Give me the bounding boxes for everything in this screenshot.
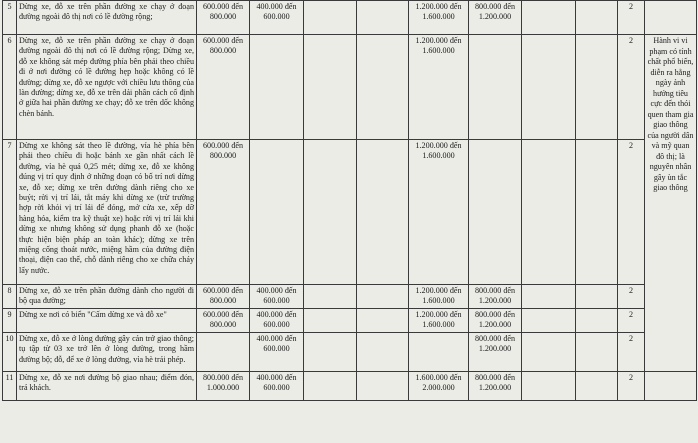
fine-proposed-motorbike <box>469 140 522 285</box>
row-number: 5 <box>3 1 17 35</box>
fine-current-motorbike-line: 600.000 <box>263 296 290 306</box>
fine-current-motorbike-line: 400.000 đến <box>256 286 297 295</box>
empty-cell <box>576 35 618 140</box>
violation-description: Dừng xe không sát theo lề đường, vỉa hè phía bên phải theo chiều đi hoặc bánh xe gần nhất cách lề đường, vỉa hè quá 0,25 mét; dừng xe, đỗ xe không đúng vị trí quy định ở những đoạn có bố trí nơi dừng xe, đỗ xe; dừng xe trên đường dành riêng cho xe buýt; rời vị trí lái, tắt máy khi dừng xe (trừ trường hợp rời khỏi vị trí lái để đóng, mở cửa xe, xếp dỡ hàng hóa, kiểm tra kỹ thuật xe) hoặc rời vị trí lái khi dừng xe nhưng không sử dụng phanh đỗ xe (hoặc thực hiện biện pháp an toàn khác); dừng xe trên miệng cống thoát nước, miệng hầm của đường điện thoại, điện cao thế, chỗ dành riêng cho xe chữa cháy lấy nước. <box>17 140 197 285</box>
fine-proposed-motorbike <box>469 309 522 333</box>
penalty-table <box>2 0 697 401</box>
table-row <box>3 35 697 140</box>
fine-current-individual-line: 800.000 <box>209 296 237 306</box>
fine-current-motorbike-line: 600.000 <box>263 383 290 393</box>
fine-proposed-individual-line: 1.200.000 đến <box>415 141 462 150</box>
empty-cell <box>304 140 357 285</box>
fine-proposed-motorbike <box>469 285 522 309</box>
fine-proposed-individual-line: 1.200.000 đến <box>415 286 462 295</box>
level-value: 2 <box>618 332 645 371</box>
fine-current-individual-line: 600.000 đến <box>202 141 243 150</box>
row-number: 8 <box>3 285 17 309</box>
fine-proposed-individual-line: 1.600.000 <box>422 151 455 161</box>
fine-proposed-individual <box>409 371 469 400</box>
empty-cell <box>576 1 618 35</box>
rationale-note: Hành vi vi phạm có tính chất phổ biến, diễn ra hằng ngày ảnh hưởng tiêu cực đến thói quen tham gia giao thông của người dân và mỹ quan đô thị; là nguyên nhân gây ùn tắc giao thông <box>645 35 697 372</box>
fine-proposed-motorbike-line: 1.200.000 <box>478 344 512 354</box>
fine-current-individual-line: 600.000 đến <box>202 286 243 295</box>
empty-cell <box>357 332 409 371</box>
fine-proposed-motorbike <box>469 35 522 140</box>
fine-proposed-motorbike-line: 1.200.000 <box>478 383 512 393</box>
empty-cell <box>522 1 576 35</box>
empty-cell <box>576 332 618 371</box>
level-value: 2 <box>618 35 645 140</box>
fine-current-individual <box>197 35 250 140</box>
empty-cell <box>304 309 357 333</box>
fine-current-motorbike-line: 600.000 <box>263 344 290 354</box>
fine-proposed-motorbike <box>469 332 522 371</box>
fine-proposed-individual-line: 1.200.000 đến <box>415 36 462 45</box>
fine-proposed-individual <box>409 35 469 140</box>
fine-current-motorbike <box>250 140 304 285</box>
fine-proposed-motorbike-line: 1.200.000 <box>478 296 512 306</box>
fine-current-motorbike-line: 400.000 đến <box>256 310 297 319</box>
table-row <box>3 309 697 333</box>
fine-proposed-individual-line: 1.600.000 <box>422 12 455 22</box>
level-value: 2 <box>618 371 645 400</box>
empty-cell <box>357 309 409 333</box>
empty-cell <box>304 35 357 140</box>
fine-proposed-individual <box>409 1 469 35</box>
fine-current-individual <box>197 371 250 400</box>
empty-cell <box>522 35 576 140</box>
fine-proposed-motorbike-line: 800.000 đến <box>474 310 515 319</box>
level-value: 2 <box>618 1 645 35</box>
fine-proposed-individual <box>409 285 469 309</box>
empty-cell <box>576 309 618 333</box>
violation-description: Dừng xe, đỗ xe trên phần đường xe chạy ở đoạn đường ngoài đô thị nơi có lề đường rộng; <box>17 1 197 35</box>
table-row <box>3 285 697 309</box>
violation-description: Dừng xe, đỗ xe ở lòng đường gây cản trở giao thông; tụ tập từ 03 xe trở lên ở lòng đường, trong hầm đường bộ; đỗ, để xe ở lòng đường, vỉa hè trái phép. <box>17 332 197 371</box>
fine-proposed-individual <box>409 332 469 371</box>
fine-proposed-motorbike-line: 1.200.000 <box>478 320 512 330</box>
table-row <box>3 371 697 400</box>
fine-current-individual <box>197 332 250 371</box>
level-value: 2 <box>618 140 645 285</box>
fine-proposed-motorbike-line: 800.000 đến <box>474 372 515 382</box>
fine-current-individual-line: 600.000 đến <box>202 2 243 11</box>
fine-current-motorbike <box>250 332 304 371</box>
fine-proposed-individual-line: 2.000.000 <box>422 383 455 393</box>
empty-cell <box>304 1 357 35</box>
fine-current-individual-line: 800.000 <box>209 46 237 56</box>
table-row <box>3 1 697 35</box>
fine-proposed-individual-line: 1.600.000 <box>422 46 455 56</box>
fine-proposed-motorbike-line: 1.200.000 <box>478 12 512 22</box>
level-value: 2 <box>618 285 645 309</box>
fine-current-motorbike <box>250 371 304 400</box>
fine-current-motorbike <box>250 285 304 309</box>
fine-proposed-individual-line: 1.600.000 đến <box>415 372 462 382</box>
fine-proposed-individual-line: 1.600.000 <box>422 296 455 306</box>
fine-proposed-individual-line: 1.600.000 <box>422 320 455 330</box>
fine-current-individual-line: 1.000.000 <box>206 383 240 393</box>
fine-current-individual <box>197 285 250 309</box>
fine-proposed-motorbike-line: 800.000 đến <box>474 333 515 343</box>
empty-cell <box>357 35 409 140</box>
row-number: 7 <box>3 140 17 285</box>
fine-current-individual-line: 800.000 <box>209 320 237 330</box>
fine-current-individual-line: 800.000 đến <box>202 372 243 382</box>
empty-cell <box>522 332 576 371</box>
fine-current-motorbike-line: 600.000 <box>263 12 290 22</box>
fine-current-individual-line: 800.000 <box>209 12 237 22</box>
violation-description: Dừng xe, đỗ xe trên phần đường xe chạy ở đoạn đường ngoài đô thị nơi có lề đường rộng; Dừng xe, đỗ xe không sát mép đường phía bên phải theo chiều đi ở nơi đường có lề đường hẹp hoặc không có lề đường; dừng xe, đỗ xe ngược với chiều lưu thông của làn đường; dừng xe, đỗ xe trên dải phân cách cố định ở giữa hai phần đường xe chạy; đỗ xe trên dốc không chèn bánh. <box>17 35 197 140</box>
fine-proposed-individual <box>409 140 469 285</box>
fine-current-motorbike-line: 400.000 đến <box>256 372 297 382</box>
fine-current-motorbike <box>250 1 304 35</box>
fine-current-individual-line: 800.000 <box>209 151 237 161</box>
empty-cell <box>576 285 618 309</box>
fine-current-motorbike-line: 400.000 đến <box>256 2 297 11</box>
empty-cell <box>576 371 618 400</box>
fine-proposed-motorbike <box>469 371 522 400</box>
row-number: 6 <box>3 35 17 140</box>
empty-cell <box>522 371 576 400</box>
empty-cell <box>357 285 409 309</box>
note-cell-top <box>645 1 697 35</box>
violation-description: Dừng xe nơi có biển "Cấm dừng xe và đỗ xe" <box>17 309 197 333</box>
fine-current-individual-line: 600.000 đến <box>202 36 243 45</box>
row-number: 11 <box>3 371 17 400</box>
table-row <box>3 332 697 371</box>
fine-current-motorbike-line: 400.000 đến <box>256 333 297 343</box>
note-cell-bottom <box>645 371 697 400</box>
violation-description: Dừng xe, đỗ xe nơi đường bộ giao nhau; điểm đón, trả khách. <box>17 371 197 400</box>
fine-proposed-motorbike <box>469 1 522 35</box>
empty-cell <box>522 309 576 333</box>
fine-current-motorbike <box>250 309 304 333</box>
fine-current-motorbike-line: 600.000 <box>263 320 290 330</box>
empty-cell <box>576 140 618 285</box>
empty-cell <box>357 371 409 400</box>
row-number: 10 <box>3 332 17 371</box>
fine-proposed-individual <box>409 309 469 333</box>
violation-description: Dừng xe, đỗ xe trên phần đường dành cho người đi bộ qua đường; <box>17 285 197 309</box>
fine-proposed-motorbike-line: 800.000 đến <box>474 2 515 11</box>
fine-current-individual-line: 600.000 đến <box>202 310 243 319</box>
empty-cell <box>304 332 357 371</box>
fine-current-motorbike <box>250 35 304 140</box>
level-value: 2 <box>618 309 645 333</box>
empty-cell <box>357 1 409 35</box>
empty-cell <box>357 140 409 285</box>
empty-cell <box>304 371 357 400</box>
empty-cell <box>304 285 357 309</box>
row-number: 9 <box>3 309 17 333</box>
table-row <box>3 140 697 285</box>
fine-proposed-individual-line: 1.200.000 đến <box>415 2 462 11</box>
fine-proposed-individual-line: 1.200.000 đến <box>415 310 462 319</box>
empty-cell <box>522 285 576 309</box>
fine-proposed-motorbike-line: 800.000 đến <box>474 286 515 295</box>
fine-current-individual <box>197 140 250 285</box>
fine-current-individual <box>197 309 250 333</box>
empty-cell <box>522 140 576 285</box>
fine-current-individual <box>197 1 250 35</box>
